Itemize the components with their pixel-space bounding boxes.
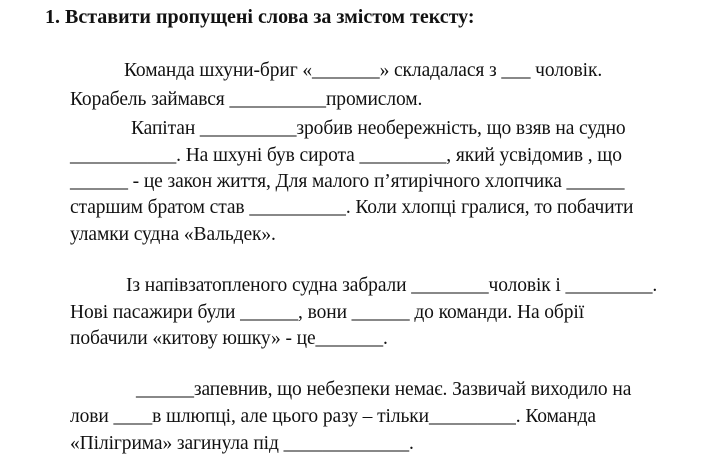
text-line: побачили «китову юшку» - це_______.: [70, 328, 388, 349]
text-line: Нові пасажири були ______, вони ______ до команди. На обрії: [70, 302, 585, 323]
text-line: Капітан __________зробив необережність, що взяв на судно: [131, 118, 626, 139]
text-line: уламки судна «Вальдек».: [70, 224, 276, 245]
text-line: Команда шхуни-бриг «_______» складалася з ___ чоловік.: [124, 60, 603, 81]
text-line: ___________. На шхуні був сирота _________, який усвідомив , що: [70, 145, 622, 166]
text-line: Із напівзатопленого судна забрали ________чоловік і _________.: [126, 275, 658, 296]
text-line: лови ____в шлюпці, але цього разу – тільки_________. Команда: [70, 406, 596, 427]
text-line: «Пілігрима» загинула під _____________.: [70, 433, 414, 454]
text-line: Корабель займався __________промислом.: [70, 89, 423, 110]
text-line: ______запевнив, що небезпеки немає. Зазвичай виходило на: [136, 379, 632, 400]
task-heading: 1. Вставити пропущені слова за змістом тексту:: [45, 6, 475, 28]
text-line: старшим братом став __________. Коли хлопці гралися, то побачити: [70, 197, 634, 218]
text-line: ______ - це закон життя, Для малого п’ятирічного хлопчика ______: [70, 171, 625, 192]
